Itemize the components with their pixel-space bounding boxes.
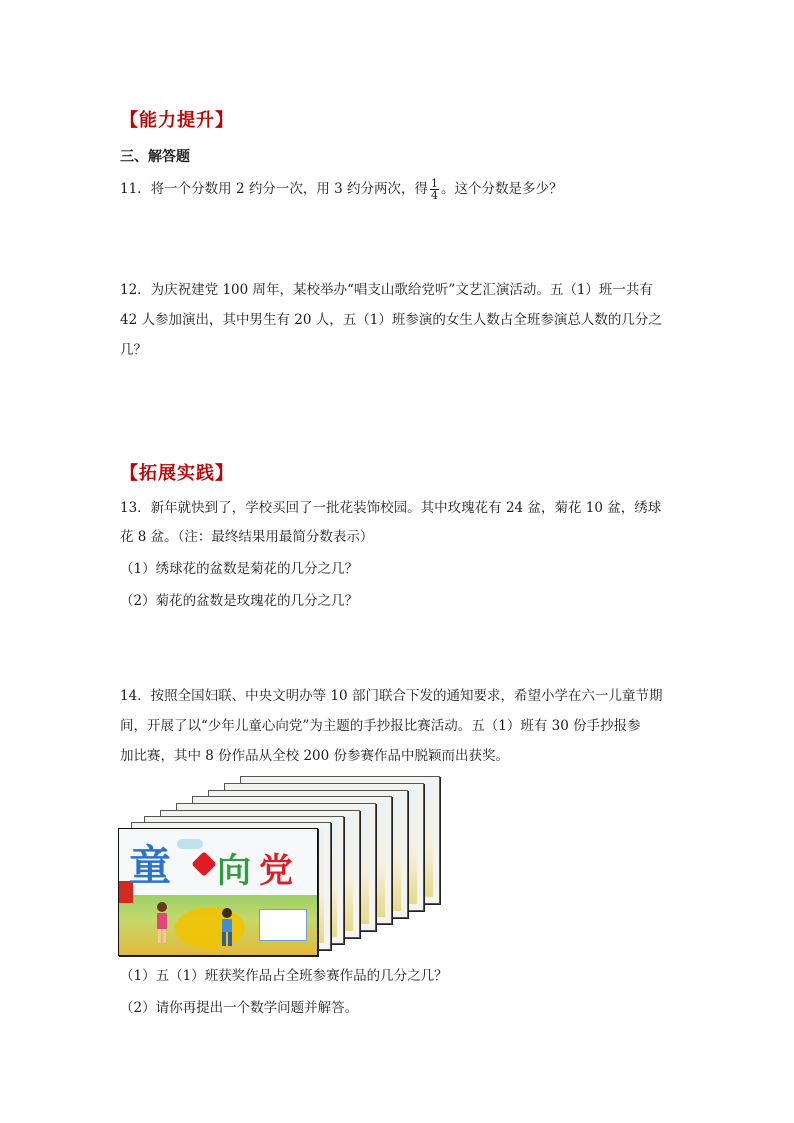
- question-13-line-1: 13．新年就快到了，学校买回了一批花装饰校园。其中玫瑰花有 24 盆，菊花 10 盆，绣球: [120, 500, 662, 516]
- cloud-shape: [177, 839, 203, 849]
- poster-title-char: 党: [259, 851, 293, 891]
- section-title-practice: 【拓展实践】: [120, 463, 234, 484]
- question-12-line-1: 12．为庆祝建党 100 周年，某校举办“唱支山歌给党听”文艺汇演活动。五（1）班一共有: [120, 282, 653, 298]
- question-14-line-3: 加比赛，其中 8 份作品从全校 200 份参赛作品中脱颖而出获奖。: [120, 748, 510, 764]
- child-figure-icon: [219, 907, 235, 949]
- question-11-text-after: 。这个分数是多少？: [441, 181, 563, 197]
- poster-title-char: 向: [217, 851, 251, 891]
- question-14-sub-1: （1）五（1）班获奖作品占全班参赛作品的几分之几？: [120, 968, 448, 984]
- question-13-sub-2: （2）菊花的盆数是玫瑰花的几分之几？: [120, 593, 359, 609]
- section-title-ability: 【能力提升】: [120, 110, 234, 131]
- fraction-denominator: 4: [431, 189, 439, 202]
- question-14-line-2: 间，开展了以“少年儿童心向党”为主题的手抄报比赛活动。五（1）班有 30 份手抄报参: [120, 718, 641, 734]
- question-11: [120, 178, 563, 201]
- question-type-heading: 三、解答题: [120, 149, 190, 165]
- poster-note-box: [259, 909, 307, 941]
- fraction-numerator: 1: [431, 177, 439, 190]
- question-13-line-2: 花 8 盆。（注：最终结果用最简分数表示）: [120, 529, 374, 545]
- poster-title-char: 童: [129, 841, 172, 890]
- poster-stack-illustration: [118, 776, 440, 956]
- question-12-line-3: 几？: [120, 342, 147, 358]
- poster-card-front: [118, 828, 318, 956]
- question-11-text-before: 11．将一个分数用 2 约分一次，用 3 约分两次，得: [120, 181, 429, 197]
- fraction-one-quarter: [430, 178, 439, 201]
- question-13-sub-1: （1）绣球花的盆数是菊花的几分之几？: [120, 561, 359, 577]
- question-12-line-2: 42 人参加演出，其中男生有 20 人，五（1）班参演的女生人数占全班参演总人数的几分之: [120, 312, 662, 328]
- question-14-line-1: 14．按照全国妇联、中央文明办等 10 部门联合下发的通知要求，希望小学在六一儿童节期: [120, 688, 663, 704]
- question-14-sub-2: （2）请你再提出一个数学问题并解答。: [120, 1000, 359, 1016]
- child-figure-icon: [153, 901, 171, 947]
